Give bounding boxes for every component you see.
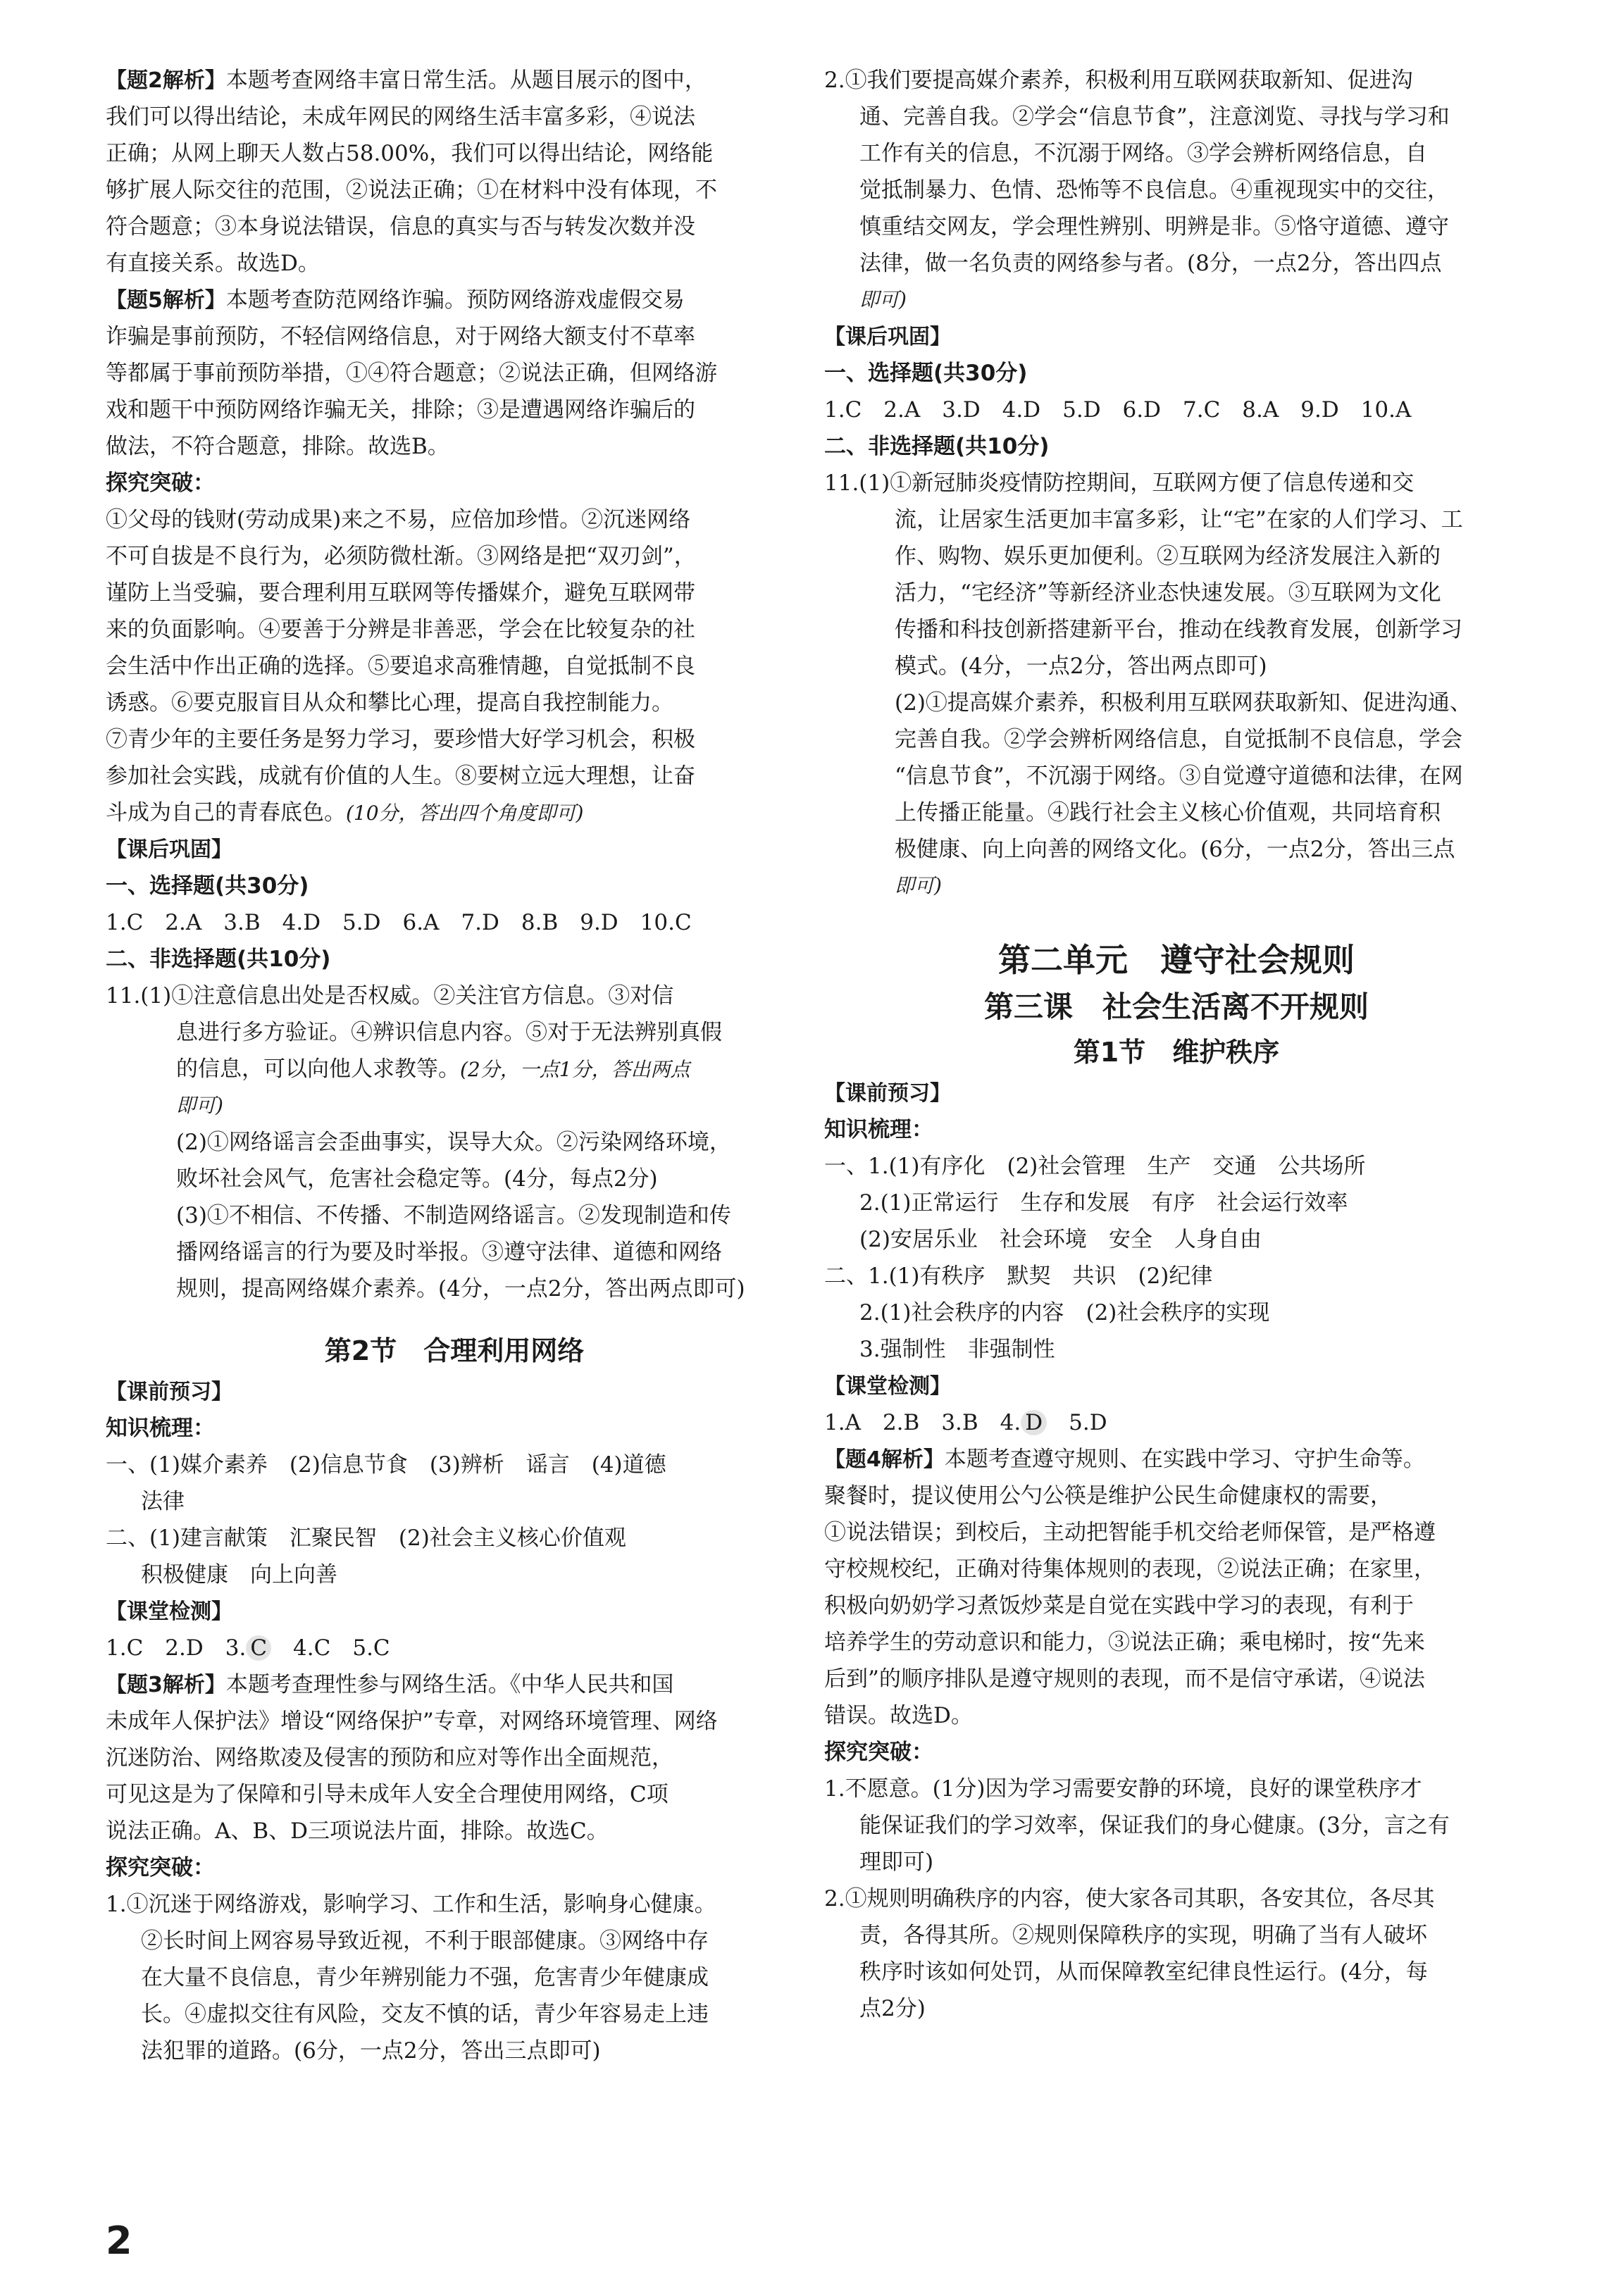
r-q11-line-11: 极健康、向上向善的网络文化。(6分，一点2分，答出三点 <box>895 837 1455 862</box>
r-knowledge-line-4: 二、1.(1)有秩序 默契 共识 (2)纪律 <box>824 1264 1213 1289</box>
q4-line-7: 后到”的顺序排队是遵守规则的表现，而不是信守承诺，④说法 <box>824 1666 1425 1692</box>
r-top-line-5: 慎重结交网友，学会理性辨别、明辨是非。⑤恪守道德、遵守 <box>859 214 1449 239</box>
q4-line-8: 错误。故选D。 <box>824 1703 973 1728</box>
consolidate-tag: 【课后巩固】 <box>106 837 232 862</box>
lesson-title: 第三课 社会生活离不开规则 <box>983 990 1369 1024</box>
r-consolidate-tag: 【课后巩固】 <box>824 325 951 349</box>
q4-line-3: ①说法错误；到校后，主动把智能手机交给老师保管，是严格遵 <box>824 1520 1436 1545</box>
q2-line-3: 正确；从网上聊天人数占58.00%，我们可以得出结论，网络能 <box>106 141 714 166</box>
r-q11-line-5: 传播和科技创新搭建新平台，推动在线教育发展，创新学习 <box>895 617 1462 642</box>
q4-line-2: 聚餐时，提议使用公勺公筷是维护公民生命健康权的需要， <box>824 1483 1392 1509</box>
q5-line-4: 戏和题干中预防网络诈骗无关，排除；③是遭遇网络诈骗后的 <box>106 397 695 423</box>
q4-line-4: 守校规校纪，正确对待集体规则的表现，②说法正确；在家里， <box>824 1556 1436 1582</box>
q5-line-2: 诈骗是事前预防，不轻信网络信息，对于网络大额支付不草率 <box>106 324 695 349</box>
knowledge-line-4: 积极健康 向上向善 <box>141 1562 337 1587</box>
r-explore-head: 探究突破： <box>824 1740 933 1765</box>
section-1-title: 第1节 维护秩序 <box>1073 1037 1280 1068</box>
check-tag: 【课堂检测】 <box>106 1599 232 1624</box>
r-q11-line-8: 完善自我。②学会辨析网络信息，自觉抵制不良信息，学会 <box>895 727 1462 752</box>
r-explore-line-5: 责，各得其所。②规则保障秩序的实现，明确了当有人破坏 <box>859 1923 1427 1948</box>
r-top-line-2: 通、完善自我。②学会“信息节食”，注意浏览、寻找与学习和 <box>859 104 1450 130</box>
q11-line-2: 息进行多方验证。④辨识信息内容。⑤对于无法辨别真假 <box>176 1020 722 1045</box>
r-q11-line-1: 11.(1)①新冠肺炎疫情防控期间，互联网方便了信息传递和交 <box>824 470 1415 496</box>
nonmc-head: 二、非选择题(共10分) <box>106 947 331 972</box>
r-q11-line-6: 模式。(4分，一点2分，答出两点即可) <box>895 654 1267 679</box>
r-explore-line-7: 点2分) <box>859 1996 926 2021</box>
q2-line-6: 有直接关系。故选D。 <box>106 251 320 276</box>
explore2-line-2: ②长时间上网容易导致近视，不利于眼部健康。③网络中存 <box>141 1928 709 1954</box>
q5-line-1: 【题5解析】本题考查防范网络诈骗。预防网络游戏虚假交易 <box>106 282 803 318</box>
right-column <box>824 62 1529 2027</box>
mc-head: 一、选择题(共30分) <box>106 873 309 899</box>
q11-line-3: 的信息，可以向他人求教等。(2分，一点1分，答出两点 <box>176 1056 690 1082</box>
r-preview-tag: 【课前预习】 <box>824 1081 951 1106</box>
explore-line-4: 来的负面影响。④要善于分辨是非善恶，学会在比较复杂的社 <box>106 617 695 642</box>
mc-answers: 1.C 2.A 3.B 4.D 5.D 6.A 7.D 8.B 9.D 10.C <box>106 910 692 935</box>
explore2-line-1: 1.①沉迷于网络游戏，影响学习、工作和生活，影响身心健康。 <box>106 1892 716 1917</box>
q11-3-line-1: (3)①不相信、不传播、不制造网络谣言。②发现制造和传 <box>176 1203 731 1228</box>
r-knowledge-line-3: (2)安居乐业 社会环境 安全 人身自由 <box>859 1227 1262 1252</box>
q4-line-6: 培养学生的劳动意识和能力，③说法正确；乘电梯时，按“先来 <box>824 1630 1425 1655</box>
r-top-line-3: 工作有关的信息，不沉溺于网络。③学会辨析网络信息，自 <box>859 141 1427 166</box>
r-explore-line-3: 理即可) <box>859 1849 934 1875</box>
r-knowledge-line-1: 一、1.(1)有序化 (2)社会管理 生产 交通 公共场所 <box>824 1154 1366 1179</box>
knowledge-head: 知识梳理： <box>106 1416 215 1441</box>
q2-line-2: 我们可以得出结论，未成年网民的网络生活丰富多彩，④说法 <box>106 104 695 130</box>
r-check-tag: 【课堂检测】 <box>824 1374 951 1399</box>
q3-line-3: 沉迷防治、网络欺凌及侵害的预防和应对等作出全面规范， <box>106 1745 673 1771</box>
r-nonmc-head: 二、非选择题(共10分) <box>824 434 1050 459</box>
explore2-line-5: 法犯罪的道路。(6分，一点2分，答出三点即可) <box>141 2038 601 2064</box>
r-explore-line-1: 1.不愿意。(1分)因为学习需要安静的环境，良好的课堂秩序才 <box>824 1776 1422 1802</box>
q2-line-5: 符合题意；③本身说法错误，信息的真实与否与转发次数并没 <box>106 214 695 239</box>
marked-answer: C <box>246 1635 271 1661</box>
q4-tag: 【题4解析】 <box>824 1447 945 1472</box>
r-top-line-4: 觉抵制暴力、色情、恐怖等不良信息。④重视现实中的交往， <box>859 177 1449 203</box>
r-mc-answers: 1.C 2.A 3.D 4.D 5.D 6.D 7.C 8.A 9.D 10.A <box>824 397 1412 423</box>
q11-2-line-1: (2)①网络谣言会歪曲事实，误导大众。②污染网络环境， <box>176 1130 731 1155</box>
explore2-head: 探究突破： <box>106 1855 215 1880</box>
q11-3-line-3: 规则，提高网络媒介素养。(4分，一点2分，答出两点即可) <box>176 1276 745 1302</box>
knowledge-line-1: 一、(1)媒介素养 (2)信息节食 (3)辨析 谣言 (4)道德 <box>106 1452 666 1478</box>
explore-line-1: ①父母的钱财(劳动成果)来之不易，应倍加珍惜。②沉迷网络 <box>106 507 691 532</box>
explore-line-9: 斗成为自己的青春底色。(10分，答出四个角度即可) <box>106 800 584 825</box>
q5-tag: 【题5解析】 <box>106 288 226 313</box>
r-q11-line-3: 作、购物、娱乐更加便利。②互联网为经济发展注入新的 <box>895 544 1441 569</box>
knowledge-line-2: 法律 <box>141 1489 185 1514</box>
r-knowledge-line-2: 2.(1)正常运行 生存和发展 有序 社会运行效率 <box>859 1190 1348 1216</box>
explore-score-note: (10分，答出四个角度即可) <box>346 801 584 825</box>
q3-line-2: 未成年人保护法》增设“网络保护”专章，对网络环境管理、网络 <box>106 1709 718 1734</box>
r-knowledge-line-5: 2.(1)社会秩序的内容 (2)社会秩序的实现 <box>859 1300 1270 1325</box>
r-explore-line-6: 秩序时该如何处罚，从而保障教室纪律良性运行。(4分，每 <box>859 1959 1428 1985</box>
q4-line-1: 【题4解析】本题考查遵守规则、在实践中学习、守护生命等。 <box>824 1441 1529 1478</box>
check-answers: 1.C 2.D 3. C 4.C 5.C <box>106 1635 390 1661</box>
explore2-line-3: 在大量不良信息，青少年辨别能力不强，危害青少年健康成 <box>141 1965 709 1990</box>
q2-line-4: 够扩展人际交往的范围，②说法正确；①在材料中没有体现，不 <box>106 177 717 203</box>
q3-line-1: 【题3解析】本题考查理性参与网络生活。《中华人民共和国 <box>106 1666 803 1703</box>
q3-line-5: 说法正确。A、B、D三项说法片面，排除。故选C。 <box>106 1818 609 1844</box>
r-q11-line-9: “信息节食”，不沉溺于网络。③自觉遵守道德和法律，在网 <box>895 763 1463 789</box>
q5-line-5: 做法，不符合题意，排除。故选B。 <box>106 434 449 459</box>
r-q11-line-10: 上传播正能量。④践行社会主义核心价值观，共同培育积 <box>895 800 1441 825</box>
r-q11-line-12: 即可) <box>895 874 942 897</box>
r-top-line-6: 法律，做一名负责的网络参与者。(8分，一点2分，答出四点 <box>859 251 1442 276</box>
knowledge-line-3: 二、(1)建言献策 汇聚民智 (2)社会主义核心价值观 <box>106 1526 626 1551</box>
q2-tag: 【题2解析】 <box>106 68 226 93</box>
q3-line-4: 可见这是为了保障和引导未成年人安全合理使用网络，C项 <box>106 1782 669 1807</box>
q4-line-5: 积极向奶奶学习煮饭炒菜是自觉在实践中学习的表现，有利于 <box>824 1593 1414 1618</box>
explore-line-2: 不可自拔是不良行为，必须防微杜渐。③网络是把“双刃剑”， <box>106 544 696 569</box>
r-explore-line-4: 2.①规则明确秩序的内容，使大家各司其职，各安其位，各尽其 <box>824 1886 1435 1911</box>
q5-line-3: 等都属于事前预防举措，①④符合题意；②说法正确，但网络游 <box>106 361 717 386</box>
r-top-line-1: 2.①我们要提高媒介素养，积极利用互联网获取新知、促进沟 <box>824 68 1413 93</box>
explore-head: 探究突破： <box>106 470 215 496</box>
q11-line-1: 11.(1)①注意信息出处是否权威。②关注官方信息。③对信 <box>106 983 674 1009</box>
left-column <box>106 62 803 2069</box>
explore-line-5: 会生活中作出正确的选择。⑤要追求高雅情趣，自觉抵制不良 <box>106 654 695 679</box>
q11-2-line-2: 败坏社会风气，危害社会稳定等。(4分，每点2分) <box>176 1166 658 1192</box>
r-mc-head: 一、选择题(共30分) <box>824 361 1028 386</box>
section-2-title: 第2节 合理利用网络 <box>324 1335 585 1366</box>
q11-3-line-2: 播网络谣言的行为要及时举报。③遵守法律、道德和网络 <box>176 1240 722 1265</box>
q2-line-1: 【题2解析】本题考查网络丰富日常生活。从题目展示的图中， <box>106 62 803 99</box>
r-q11-line-2: 流，让居家生活更加丰富多彩，让“宅”在家的人们学习、工 <box>895 507 1463 532</box>
q3-tag: 【题3解析】 <box>106 1673 226 1697</box>
r-check-answers: 1.A 2.B 3.B 4. D 5.D <box>824 1410 1107 1435</box>
r-knowledge-line-6: 3.强制性 非强制性 <box>859 1337 1055 1362</box>
r-top-line-7: 即可) <box>859 288 907 311</box>
explore-line-3: 谨防上当受骗，要合理利用互联网等传播媒介，避免互联网带 <box>106 580 695 606</box>
explore-line-7: ⑦青少年的主要任务是努力学习，要珍惜大好学习机会，积极 <box>106 727 695 752</box>
preview-tag: 【课前预习】 <box>106 1380 232 1404</box>
r-q11-line-7: (2)①提高媒介素养，积极利用互联网获取新知、促进沟通、 <box>895 690 1472 716</box>
r-explore-line-2: 能保证我们的学习效率，保证我们的身心健康。(3分，言之有 <box>859 1813 1450 1838</box>
unit-title: 第二单元 遵守社会规则 <box>998 941 1355 979</box>
r-marked-answer: D <box>1021 1410 1047 1435</box>
q11-line-4: 即可) <box>176 1094 223 1117</box>
r-q11-line-4: 活力，“宅经济”等新经济业态快速发展。③互联网为文化 <box>895 580 1441 606</box>
r-knowledge-head: 知识梳理： <box>824 1117 933 1142</box>
explore-line-8: 参加社会实践，成就有价值的人生。⑧要树立远大理想，让奋 <box>106 763 695 789</box>
explore2-line-4: 长。④虚拟交往有风险，交友不慎的话，青少年容易走上违 <box>141 2002 709 2027</box>
explore-line-6: 诱惑。⑥要克服盲目从众和攀比心理，提高自我控制能力。 <box>106 690 673 716</box>
page-number: 2 <box>106 2219 132 2263</box>
